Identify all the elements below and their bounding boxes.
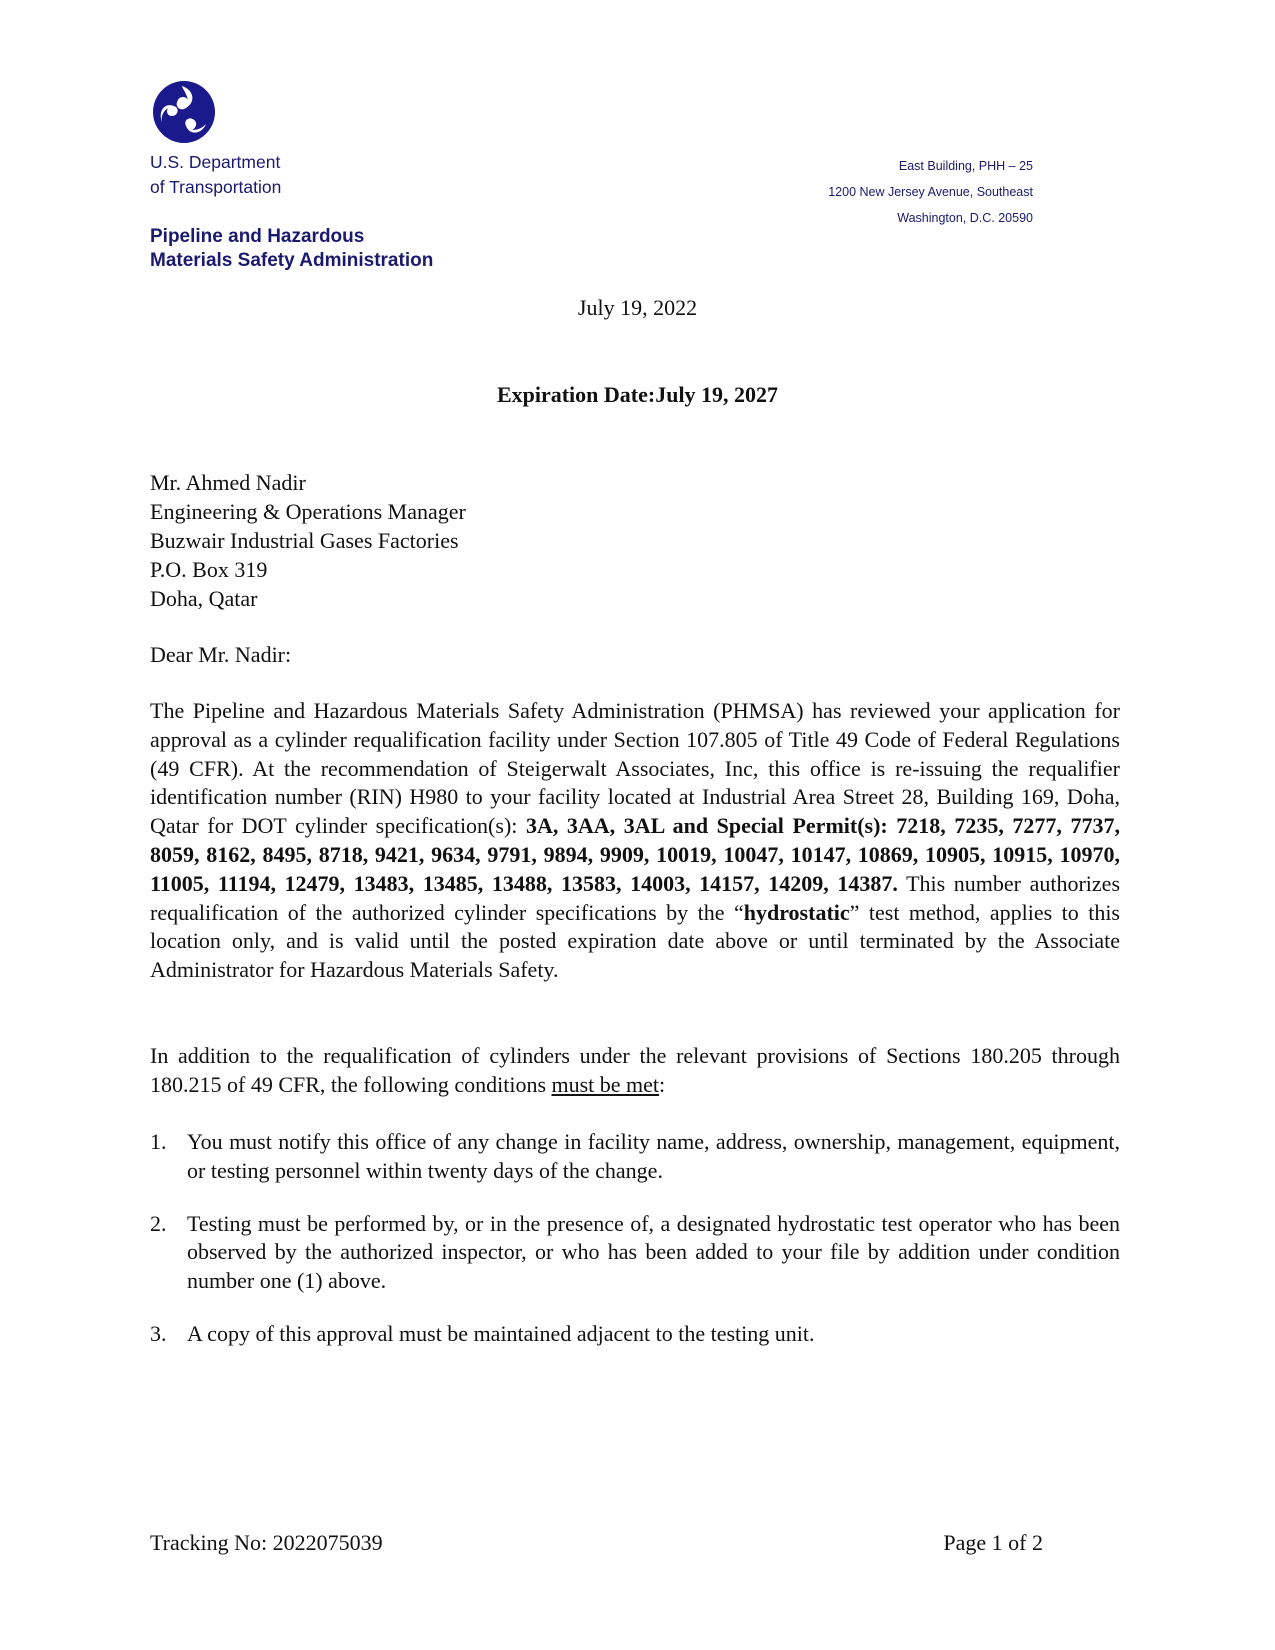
condition-text: A copy of this approval must be maintained adjacent to the testing unit.: [187, 1320, 815, 1346]
office-address: [828, 153, 1033, 231]
approval-paragraph: [150, 697, 1120, 985]
condition-item: [150, 1128, 1120, 1186]
dept-line-2: of Transportation: [150, 177, 282, 197]
para2-text: In addition to the requalification of cylinders under the relevant provisions of Sections 180.205 through 180.215 of 49 CFR, the following conditions: [150, 1043, 1120, 1097]
admin-line-1: Pipeline and Hazardous: [150, 226, 365, 247]
dot-logo-icon: [152, 80, 216, 144]
condition-text: You must notify this office of any change in facility name, address, ownership, management, equipment, or testing personnel within twenty days of the change.: [187, 1129, 1120, 1183]
date-text: July 19, 2022: [577, 295, 698, 320]
condition-number: 2.: [150, 1210, 167, 1236]
condition-text: Testing must be performed by, or in the presence of, a designated hydrostatic test operator who has been observed by the authorized inspector, or who has been added to your file by addition under condition number one (1) above.: [187, 1210, 1120, 1294]
dept-line-1: U.S. Department: [150, 152, 281, 172]
para1-end: ” test method, applies to this location only, and is valid until the posted expiration date above or until terminated by the Associate Administrator for Hazardous Materials Safety.: [150, 899, 1120, 983]
addressee-name: Mr. Ahmed Nadir: [150, 470, 306, 495]
addressee-company: Buzwair Industrial Gases Factories: [150, 528, 459, 553]
department-name: [150, 150, 281, 200]
condition-number: 3.: [150, 1320, 167, 1346]
admin-line-2: Materials Safety Administration: [150, 250, 434, 271]
letter-date: [0, 295, 1275, 321]
condition-item: [150, 1320, 1120, 1349]
test-method: hydrostatic: [743, 899, 850, 925]
page-number: Page 1 of 2: [943, 1530, 1043, 1555]
address-line-1: East Building, PHH – 25: [898, 159, 1033, 173]
condition-item: [150, 1210, 1120, 1296]
para1-intro: The Pipeline and Hazardous Materials Safety Administration (PHMSA) has reviewed your application for approval as a cylinder requalification facility under Section 107.805 of Title 49 Code of Federal Regulations (49 CFR). At the recommendation of Steigerwalt Associates, Inc, this office is re-issuing the requalifier identification number (RIN) H980 to your facility located at Industrial Area Street 28, Building 169, Doha, Qatar for DOT cylinder specification(s):: [150, 698, 1120, 839]
addressee-block: [150, 468, 466, 613]
cylinder-specs-list: 3A, 3AA, 3AL and Special Permit(s): 7218, 7235, 7277, 7737, 8059, 8162, 8495, 8718, 9421, 9634, 9791, 9894, 9909, 10019, 10047, 10147, 10869, 10905, 10915, 10970, 11005, 11194, 12479, 13483, 13485, 13488, 13583, 14003, 14157, 14209, 14387.: [150, 813, 1120, 896]
para1-middle: This number authorizes requalification of the authorized cylinder specifications by the “: [150, 870, 1121, 925]
salutation: Dear Mr. Nadir:: [150, 642, 292, 667]
address-line-2: 1200 New Jersey Avenue, Southeast: [828, 185, 1033, 199]
addressee-po-box: P.O. Box 319: [150, 557, 268, 582]
conditions-intro-paragraph: [150, 1042, 1120, 1100]
conditions-list: [150, 1128, 1120, 1373]
para2-underlined: must be met: [551, 1071, 660, 1097]
condition-number: 1.: [150, 1129, 167, 1154]
addressee-city: Doha, Qatar: [150, 586, 258, 611]
tracking-number: Tracking No: 2022075039: [150, 1530, 383, 1555]
expiration-date: Expiration Date:July 19, 2027: [496, 382, 779, 407]
address-line-3: Washington, D.C. 20590: [897, 211, 1033, 225]
administration-name: [150, 225, 433, 273]
para2-end: :: [659, 1071, 666, 1097]
addressee-title: Engineering & Operations Manager: [150, 499, 466, 524]
